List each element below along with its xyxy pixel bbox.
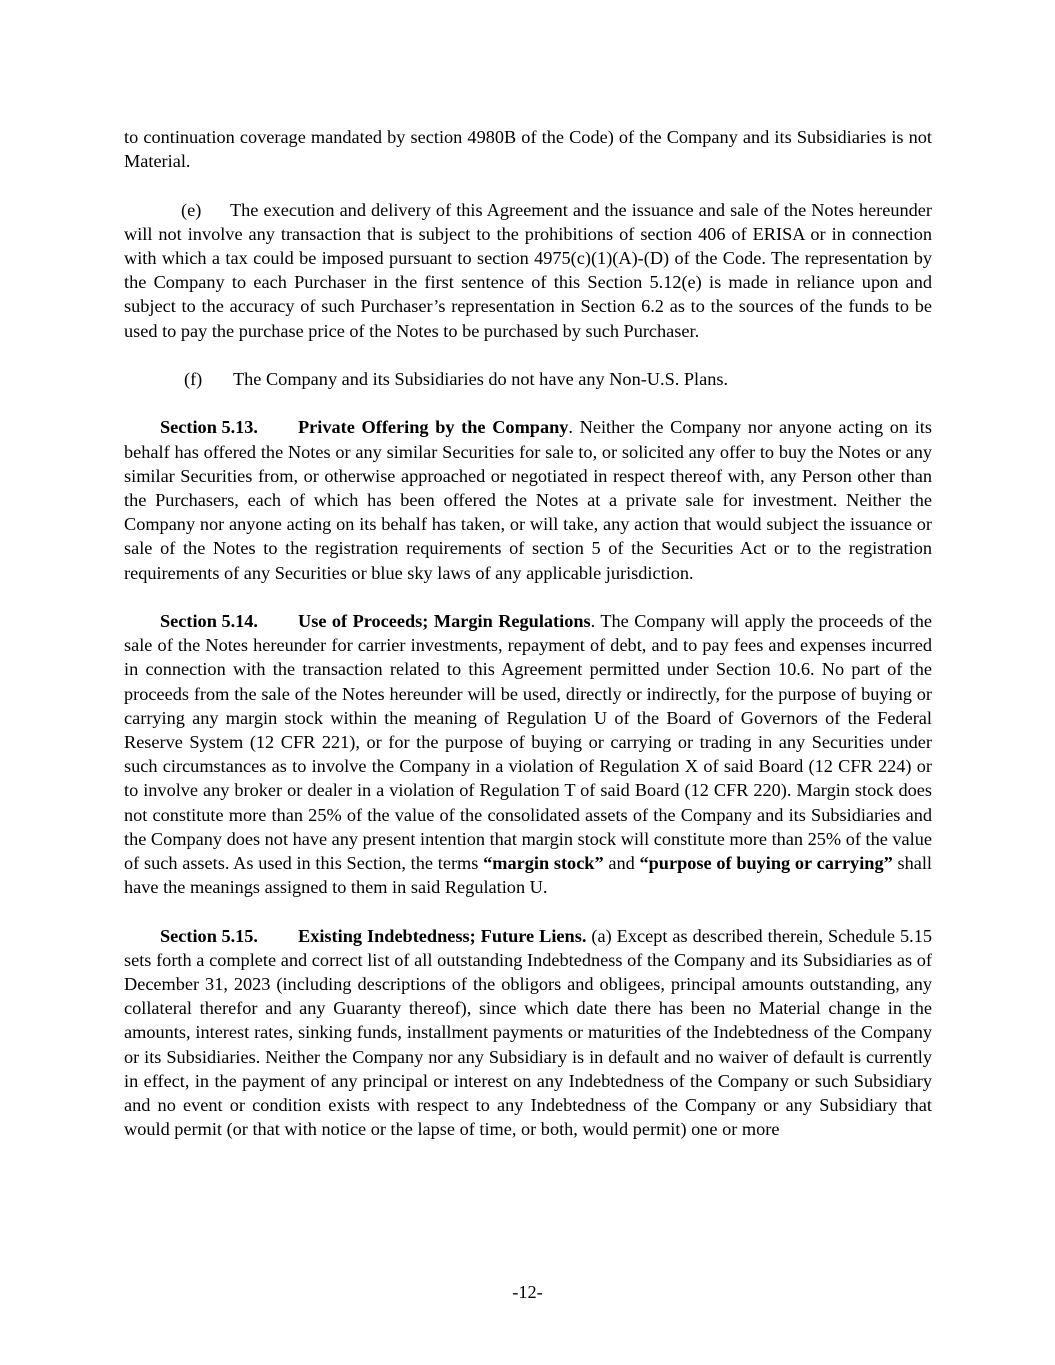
section-5-14-number: Section 5.14. xyxy=(160,611,259,631)
term-purpose-of-buying: “purpose of buying or carrying” xyxy=(639,853,893,874)
section-5-15-paragraph xyxy=(124,924,932,1142)
section-5-15-title: Existing Indebtedness; Future Liens. xyxy=(298,925,587,946)
section-5-13-text: . Neither the Company nor anyone acting on its behalf has offered the Notes or any similar Securities for sale to, or solicited any offer to buy the Notes or any similar Securities from, or otherwise approached or negotiated in respect thereof with, any Person other than the Purchasers, each of which has been offered the Notes at a private sale for investment. Neither the Company nor anyone acting on its behalf has taken, or will take, any action that would subject the issuance or sale of the Notes to the registration requirements of section 5 of the Securities Act or to the registration requirements of any Securities or blue sky laws of any applicable jurisdiction. xyxy=(124,417,932,583)
item-e-text: The execution and delivery of this Agreement and the issuance and sale of the Notes hereunder will not involve any transaction that is subject to the prohibitions of section 406 of ERISA or in connection with which a tax could be imposed pursuant to section 4975(c)(1)(A)-(D) of the Code. The representation by the Company to each Purchaser in the first sentence of this Section 5.12(e) is made in reliance upon and subject to the accuracy of such Purchaser’s representation in Section 6.2 as to the sources of the funds to be used to pay the purchase price of the Notes to be purchased by such Purchaser. xyxy=(124,199,932,341)
section-5-14-title: Use of Proceeds; Margin Regulations xyxy=(298,611,591,631)
item-f-text: The Company and its Subsidiaries do not have any Non-U.S. Plans. xyxy=(233,369,729,389)
section-5-15-text: (a) Except as described therein, Schedule 5.15 sets forth a complete and correct list of all outstanding Indebtedness of the Company and its Subsidiaries as of December 31, 2023 (including descriptions of the obligors and obligees, principal amounts outstanding, any collateral therefor and any Guaranty thereof), since which date there has been no Material change in the amounts, interest rates, sinking funds, installment payments or maturities of the Indebtedness of the Company or its Subsidiaries. Neither the Company nor any Subsidiary is in default and no waiver of default is currently in effect, in the payment of any principal or interest on any Indebtedness of the Company or such Subsidiary and no event or condition exists with respect to any Indebtedness of the Company or any Subsidiary that would permit (or that with notice or the lapse of time, or both, would permit) one or more xyxy=(124,925,932,1140)
item-f-label: (f) xyxy=(184,369,203,389)
document-page xyxy=(124,125,932,1141)
item-e-label: (e) xyxy=(181,199,202,220)
item-f-paragraph xyxy=(124,367,932,391)
section-5-14-text-1: . The Company will apply the proceeds of the sale of the Notes hereunder for carrier investments, repayment of debt, and to pay fees and expenses incurred in connection with the transaction related to this Agreement permitted under Section 10.6. No part of the proceeds from the sale of the Notes hereunder will be used, directly or indirectly, for the purpose of buying or carrying any margin stock within the meaning of Regulation U of the Board of Governors of the Federal Reserve System (12 CFR 221), or for the purpose of buying or carrying or trading in any Securities under such circumstances as to involve the Company in a violation of Regulation X of said Board (12 CFR 224) or to involve any broker or dealer in a violation of Regulation T of said Board (12 CFR 220). Margin stock does not constitute more than 25% of the value of the consolidated assets of the Company and its Subsidiaries and the Company does not have any present intention that margin stock will constitute more than 25% of the value of such assets. As used in this Section, the terms xyxy=(124,611,932,874)
section-5-13-number: Section 5.13. xyxy=(160,417,259,438)
section-5-14-text-2: and xyxy=(603,853,640,874)
section-5-15-number: Section 5.15. xyxy=(160,925,259,946)
page-number: -12- xyxy=(512,1282,543,1302)
continuation-paragraph: to continuation coverage mandated by section 4980B of the Code) of the Company and its Subsidiaries is not Material. xyxy=(124,127,932,172)
section-5-13-title: Private Offering by the Company xyxy=(298,417,569,438)
section-5-14-text-3: shall have the meanings assigned to them in said Regulation U. xyxy=(124,853,932,898)
section-5-14-paragraph xyxy=(124,609,932,899)
section-5-13-paragraph xyxy=(124,415,932,584)
term-margin-stock: “margin stock” xyxy=(483,853,604,874)
item-e-paragraph xyxy=(124,198,932,343)
